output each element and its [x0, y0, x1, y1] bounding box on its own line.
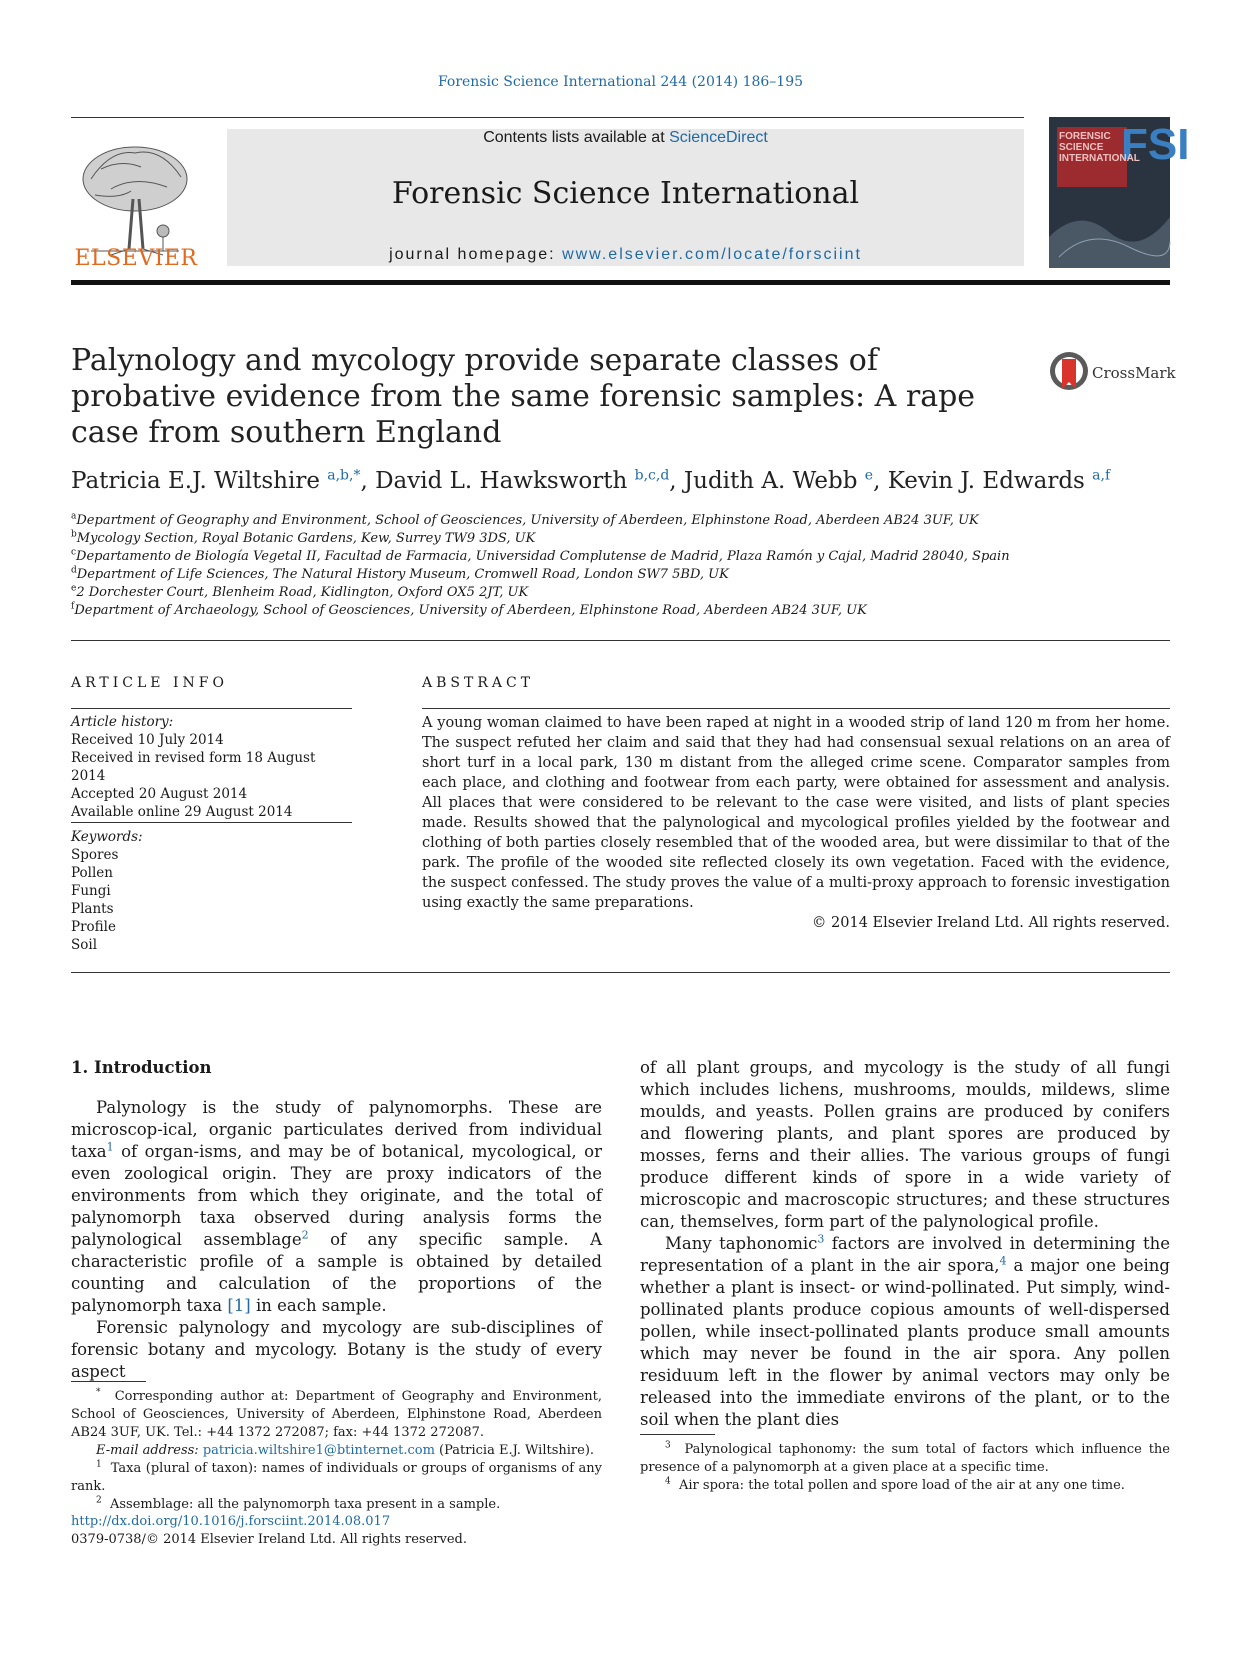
author-affil-link[interactable]: e	[864, 467, 874, 484]
author-name[interactable]: Judith A. Webb	[683, 468, 858, 494]
affiliation-item	[71, 548, 1010, 566]
reference-link-1[interactable]: [1]	[227, 1296, 251, 1315]
footnote-2	[71, 1496, 602, 1514]
author-name[interactable]: Kevin J. Edwards	[887, 468, 1085, 494]
footnote-marker: 1	[96, 1459, 102, 1470]
keyword-item: Plants	[71, 901, 114, 917]
paragraph-text: Many taphonomic	[665, 1234, 818, 1253]
article-history-block	[71, 713, 351, 821]
paragraph-text: of organ-isms, and may be of botanical, mycological, or even zoological origin. They are proxy indicators of the environments from which they originate, and the total of palynomorph taxa observed during analysis forms the palynological assemblage	[71, 1142, 602, 1249]
footnote-rule-right	[640, 1434, 715, 1435]
footnote-rule-left	[71, 1381, 146, 1382]
keywords-block	[71, 828, 351, 954]
affiliation-marker: f	[71, 601, 75, 612]
paragraph-text: factors are involved in determining the representation of a plant in the air spora,	[640, 1234, 1170, 1275]
abstract-divider	[71, 972, 1170, 973]
keyword-item: Pollen	[71, 865, 113, 881]
footnotes-right	[640, 1441, 1170, 1495]
affiliation-text: Department of Life Sciences, The Natural History Museum, Cromwell Road, London SW7 5BD, UK	[76, 567, 729, 582]
contents-line	[227, 129, 1024, 147]
crossmark-icon[interactable]	[1049, 351, 1089, 395]
body-column-right	[640, 1057, 1170, 1431]
abstract-heading: ABSTRACT	[422, 675, 535, 691]
footnotes-left	[71, 1388, 602, 1514]
footnote-email	[71, 1442, 602, 1460]
keyword-item: Fungi	[71, 883, 111, 899]
footnote-text: Assemblage: all the palynomorph taxa present in a sample.	[110, 1497, 501, 1512]
cover-texture	[1049, 187, 1170, 268]
intro-paragraph-2: Forensic palynology and mycology are sub-disciplines of forensic botany and mycology. Botany is the study of every aspect	[71, 1318, 602, 1381]
author-separator: ,	[873, 468, 888, 494]
journal-name: Forensic Science International	[391, 176, 860, 211]
footnote-4	[640, 1477, 1170, 1495]
affiliation-list	[71, 512, 1010, 620]
affiliation-marker: c	[71, 547, 77, 558]
col2-paragraph-1: of all plant groups, and mycology is the study of all fungi which includes lichens, mushrooms, moulds, mildews, slime moulds, and yeasts. Pollen grains are produced by conifers and flowering plants, and plant spores are produced by mosses, ferns and their allies. The various groups of fungi produce different kinds of spore in a wide variety of microscopic and macroscopic structures; and these structures can, themselves, form part of the palynological profile.	[640, 1058, 1170, 1231]
author-affil-link[interactable]: a,b,*	[327, 467, 361, 484]
footnote-text: Taxa (plural of taxon): names of individuals or groups of organisms of any rank.	[71, 1461, 602, 1494]
author-separator: ,	[669, 468, 684, 494]
footnote-link-2[interactable]: 2	[301, 1228, 309, 1242]
footnote-text: Corresponding author at: Department of Geography and Environment, School of Geosciences, University of Aberdeen, Elphinstone Road, Aberdeen AB24 3UF, UK. Tel.: +44 1372 272087; fax: +44 1372 272087.	[71, 1389, 603, 1440]
footnote-link-3[interactable]: 3	[817, 1232, 825, 1246]
cover-title	[1059, 131, 1140, 164]
footnote-1	[71, 1460, 602, 1496]
affiliation-item	[71, 584, 1010, 602]
article-history-label: Article history:	[71, 714, 174, 730]
paragraph-text: in each sample.	[250, 1296, 387, 1315]
elsevier-wordmark: ELSEVIER	[74, 246, 198, 271]
affiliation-text: Departamento de Biología Vegetal II, Facultad de Farmacia, Universidad Complutense de Madrid, Plaza Ramón y Cajal, Madrid 28040, Spain	[76, 549, 1010, 564]
article-info-rule	[71, 708, 352, 709]
keyword-item: Soil	[71, 937, 98, 953]
affiliation-marker: a	[71, 511, 77, 522]
crossmark-label[interactable]: CrossMark	[1092, 364, 1176, 382]
author-name[interactable]: David L. Hawksworth	[375, 468, 628, 494]
footnote-corresponding	[71, 1388, 602, 1442]
section-heading: 1. Introduction	[71, 1058, 212, 1077]
doi-block	[71, 1513, 467, 1549]
history-received: Received 10 July 2014	[71, 732, 224, 748]
homepage-link[interactable]: www.elsevier.com/locate/forsciint	[562, 246, 862, 263]
footnote-marker: *	[96, 1387, 101, 1398]
affiliation-marker: e	[71, 583, 77, 594]
contents-prefix: Contents lists available at	[483, 129, 670, 146]
author-name[interactable]: Patricia E.J. Wiltshire	[71, 468, 320, 494]
body-column-left	[71, 1057, 602, 1383]
history-online: Available online 29 August 2014	[71, 804, 293, 820]
doi-link[interactable]: http://dx.doi.org/10.1016/j.forsciint.2014.08.017	[71, 1514, 391, 1529]
affiliation-marker: d	[71, 565, 77, 576]
cover-fsi-letters: FSI	[1121, 120, 1190, 169]
homepage-prefix: journal homepage:	[389, 246, 563, 263]
author-separator: ,	[360, 468, 376, 494]
abstract-body	[422, 713, 1170, 933]
issn-line: 0379-0738/© 2014 Elsevier Ireland Ltd. All rights reserved.	[71, 1532, 467, 1547]
cover-title-line-3: INTERNATIONAL	[1059, 153, 1140, 164]
intro-paragraph-1	[71, 1097, 602, 1317]
footnote-text: Air spora: the total pollen and spore load of the air at any one time.	[679, 1478, 1125, 1493]
journal-citation[interactable]: Forensic Science International 244 (2014) 186–195	[437, 74, 804, 90]
footnote-marker: 2	[96, 1495, 102, 1506]
affiliation-text: 2 Dorchester Court, Blenheim Road, Kidlington, Oxford OX5 2JT, UK	[76, 585, 529, 600]
affiliation-marker: b	[71, 529, 77, 540]
col2-paragraph-2	[640, 1233, 1170, 1431]
email-label: E-mail address:	[96, 1443, 203, 1458]
history-revised: Received in revised form 18 August 2014	[71, 750, 316, 784]
keyword-item: Spores	[71, 847, 119, 863]
journal-cover-image	[1049, 117, 1190, 268]
abstract-text: A young woman claimed to have been raped at night in a wooded strip of land 120 m from her home. The suspect refuted her claim and said that they had had consensual sexual relations on an area of short turf in a local park, 130 m distant from the alleged crime scene. Comparator samples from each place, and clothing and footwear from each party, were obtained for assessment and analysis. All places that were considered to be relevant to the case were visited, and lists of plant species made. Results showed that the palynological and mycological profiles yielded by the footwear and clothing of both parties closely resembled that of the wooded area, but were dissimilar to that of the park. The profile of the wooded site reflected closely its own vegetation. Faced with the evidence, the suspect confessed. The study proves the value of a multi-proxy approach to forensic investigation using exactly the same preparations.	[422, 715, 1170, 911]
history-accepted: Accepted 20 August 2014	[71, 786, 248, 802]
affiliation-item	[71, 530, 1010, 548]
keyword-item: Profile	[71, 919, 116, 935]
affiliation-text: Mycology Section, Royal Botanic Gardens, Kew, Surrey TW9 3DS, UK	[76, 531, 536, 546]
footnote-marker: 4	[665, 1476, 671, 1487]
paragraph-text: Palynology is the study of palynomorphs. These are microscop-ical, organic particulates derived from individual taxa	[71, 1098, 602, 1161]
author-affil-link[interactable]: b,c,d	[634, 467, 670, 484]
cover-title-line-1: FORENSIC	[1059, 131, 1111, 142]
abstract-copyright: © 2014 Elsevier Ireland Ltd. All rights reserved.	[811, 915, 1170, 931]
affiliation-item	[71, 602, 1010, 620]
homepage-line	[227, 246, 1024, 264]
header-top-rule	[71, 117, 1024, 118]
footnote-link-4[interactable]: 4	[999, 1254, 1007, 1268]
abstract-rule	[422, 708, 1170, 709]
footnote-marker: 3	[665, 1440, 671, 1451]
footnote-3	[640, 1441, 1170, 1477]
affiliation-text: Department of Archaeology, School of Geosciences, University of Aberdeen, Elphinstone Road, Aberdeen AB24 3UF, UK	[74, 603, 867, 618]
affiliation-divider	[71, 640, 1170, 641]
email-suffix: (Patricia E.J. Wiltshire).	[434, 1443, 595, 1458]
paragraph-text: a major one being whether a plant is insect- or wind-pollinated. Put simply, wind-pollinated plants produce copious amounts of well-dispersed pollen, while insect-pollinated plants produce small amounts which may never be found in the air spora. Any pollen residuum left in the flower by animal vectors may only be released into the immediate environs of the plant, or to the soil when the plant dies	[640, 1256, 1170, 1429]
affiliation-item	[71, 566, 1010, 584]
keywords-rule	[71, 822, 352, 823]
paragraph-text: of any specific sample. A characteristic profile of a sample is obtained by detailed counting and calculation of the proportions of the palynomorph taxa	[71, 1230, 602, 1315]
affiliation-item	[71, 512, 1010, 530]
author-affil-link[interactable]: a,f	[1092, 467, 1111, 484]
cover-title-line-2: SCIENCE	[1059, 142, 1104, 153]
article-info-heading: ARTICLE INFO	[71, 675, 228, 691]
keywords-label: Keywords:	[71, 829, 143, 845]
header-thick-rule	[71, 280, 1170, 285]
footnote-link-1[interactable]: 1	[106, 1140, 114, 1154]
email-link[interactable]: patricia.wiltshire1@btinternet.com	[202, 1443, 435, 1458]
author-list	[71, 468, 1110, 494]
article-title: Palynology and mycology provide separate classes of probative evidence from the same forensic samples: A rape case from southern England	[71, 343, 976, 450]
affiliation-text: Department of Geography and Environment, School of Geosciences, University of Aberdeen, Elphinstone Road, Aberdeen AB24 3UF, UK	[76, 513, 979, 528]
sciencedirect-link[interactable]: ScienceDirect	[669, 129, 768, 146]
footnote-text: Palynological taphonomy: the sum total of factors which influence the presence of a palynomorph at a given place at a specific time.	[640, 1442, 1170, 1475]
